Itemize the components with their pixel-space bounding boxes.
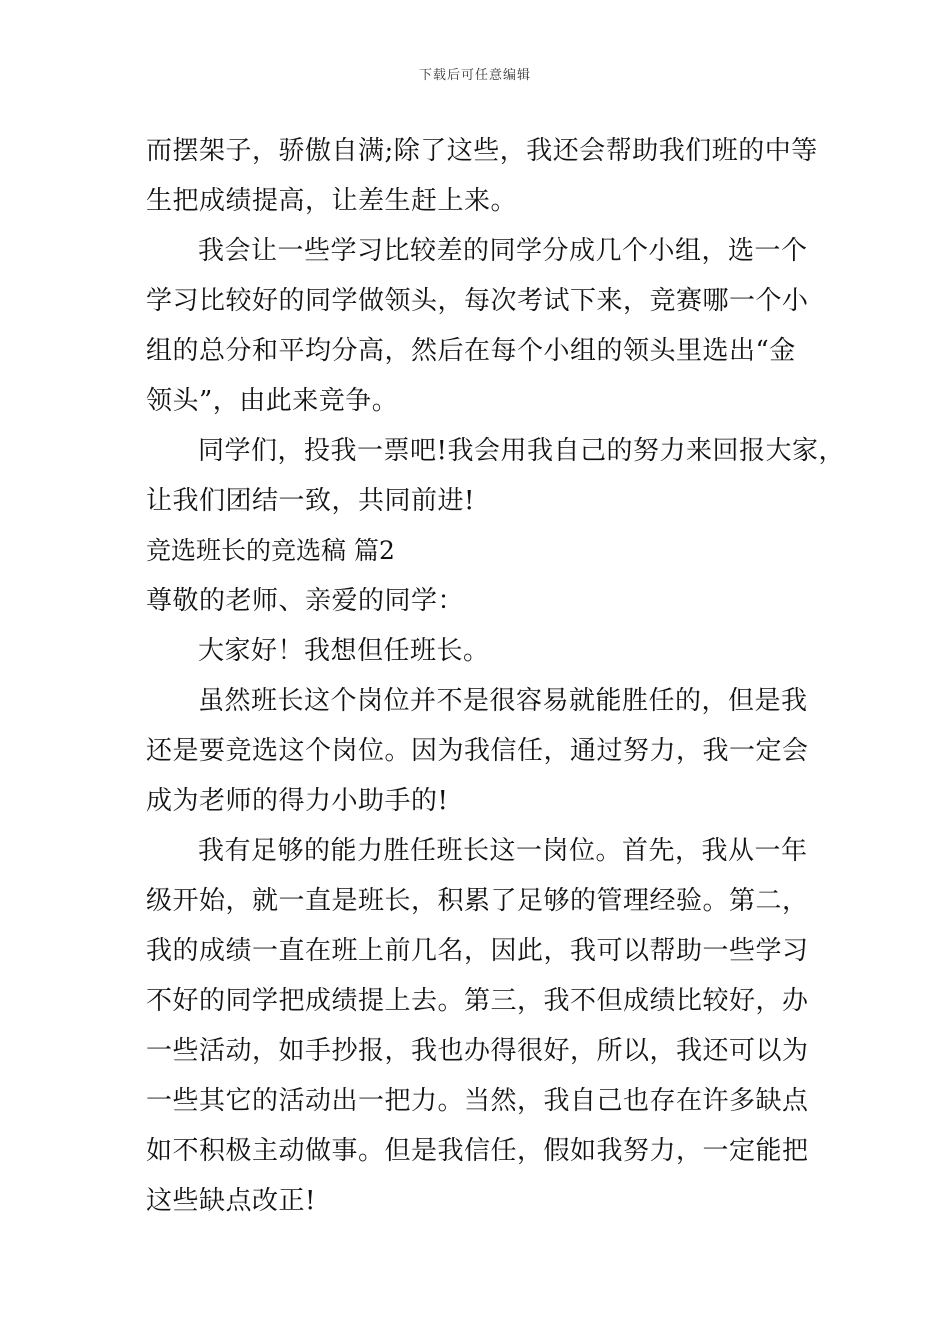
text-line: 如不积极主动做事。但是我信任，假如我努力，一定能把 bbox=[146, 1136, 809, 1166]
text-line: 我的成绩一直在班上前几名，因此，我可以帮助一些学习 bbox=[146, 936, 809, 966]
salutation: 尊敬的老师、亲爱的同学： bbox=[146, 586, 465, 616]
document-body bbox=[146, 126, 845, 1226]
section-heading: 竞选班长的竞选稿 篇2 bbox=[146, 536, 395, 565]
text-line: 让我们团结一致，共同前进! bbox=[146, 486, 475, 516]
text-line: 级开始，就一直是班长，积累了足够的管理经验。第二， bbox=[146, 886, 809, 916]
text-line: 一些其它的活动出一把力。当然，我自己也存在许多缺点 bbox=[146, 1086, 809, 1116]
text-line: 而摆架子，骄傲自满;除了这些，我还会帮助我们班的中等 bbox=[146, 136, 818, 166]
text-line: 组的总分和平均分高，然后在每个小组的领头里选出“金 bbox=[146, 336, 796, 366]
text-line: 生把成绩提高，让差生赶上来。 bbox=[146, 186, 518, 216]
text-line: 虽然班长这个岗位并不是很容易就能胜任的，但是我 bbox=[198, 686, 808, 716]
text-line: 不好的同学把成绩提上去。第三，我不但成绩比较好，办 bbox=[146, 986, 809, 1016]
text-line: 同学们，投我一票吧!我会用我自己的努力来回报大家， bbox=[198, 436, 845, 466]
text-line: 领头”，由此来竞争。 bbox=[146, 386, 399, 416]
text-line: 成为老师的得力小助手的! bbox=[146, 786, 449, 816]
text-line: 这些缺点改正! bbox=[146, 1186, 316, 1216]
text-line: 一些活动，如手抄报，我也办得很好，所以，我还可以为 bbox=[146, 1036, 809, 1066]
text-line: 我有足够的能力胜任班长这一岗位。首先，我从一年 bbox=[198, 836, 808, 866]
text-line: 大家好！我想但任班长。 bbox=[198, 636, 490, 666]
text-line: 学习比较好的同学做领头，每次考试下来，竞赛哪一个小 bbox=[146, 286, 809, 316]
text-line: 还是要竞选这个岗位。因为我信任，通过努力，我一定会 bbox=[146, 736, 809, 766]
text-line: 我会让一些学习比较差的同学分成几个小组，选一个 bbox=[198, 236, 808, 266]
page-header-note: 下载后可任意编辑 bbox=[418, 68, 531, 83]
